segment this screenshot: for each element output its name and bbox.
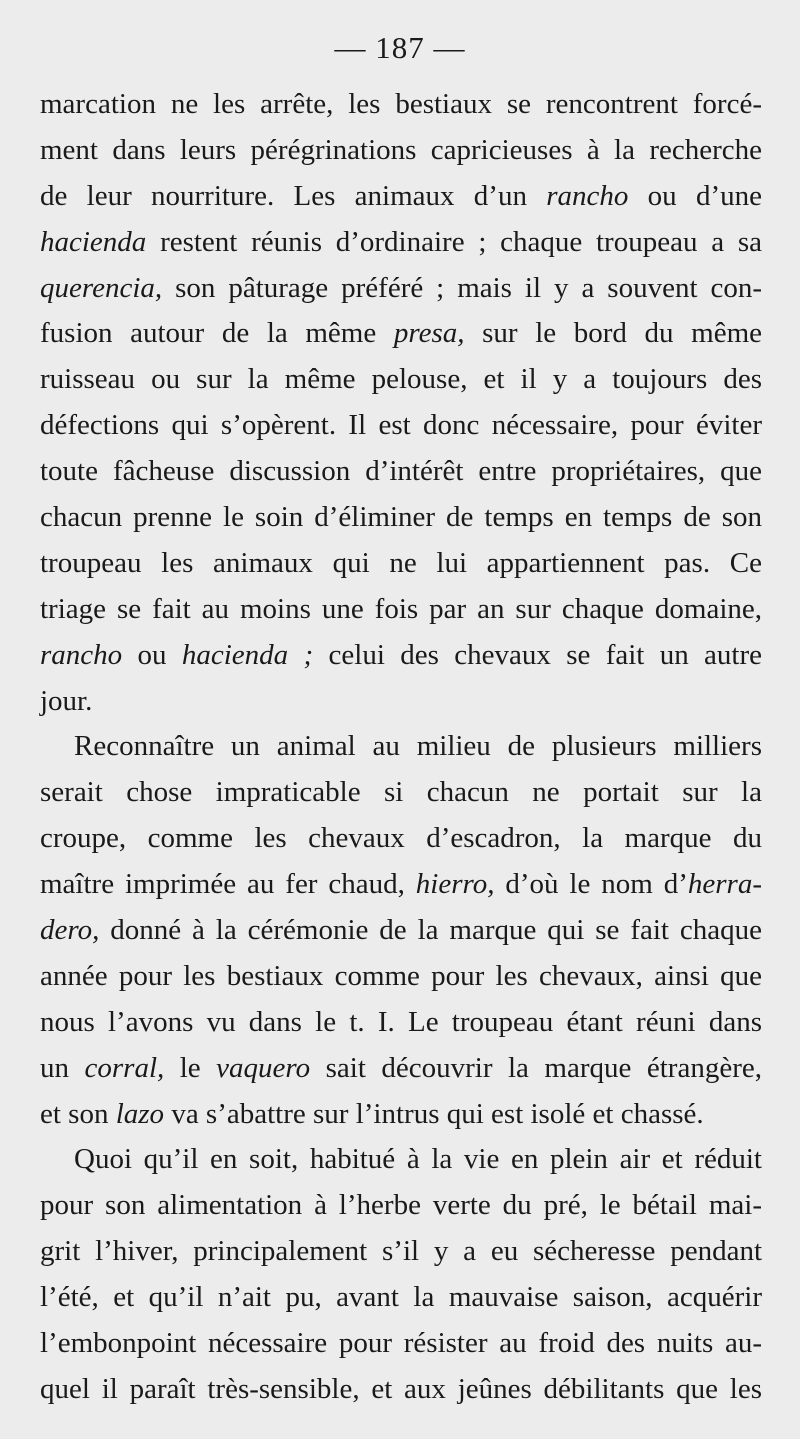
page-number: — 187 — — [334, 30, 466, 65]
italic-term: dero, — [40, 914, 100, 947]
italic-term: corral, — [84, 1051, 165, 1084]
text-line — [40, 1321, 762, 1367]
text-line — [40, 679, 762, 725]
text-segment: année pour les bestiaux comme pour les chevaux, ainsi que — [40, 959, 762, 992]
text-segment: triage se fait au moins une fois par an sur chaque domaine, — [40, 592, 762, 625]
body-text — [40, 82, 762, 1413]
text-line — [40, 724, 762, 770]
italic-term: hacienda ; — [181, 638, 314, 671]
text-segment: son pâturage préféré ; mais il y a souvent con- — [162, 271, 762, 304]
text-segment: va s’abattre sur l’intrus qui est isolé et chassé. — [164, 1097, 704, 1130]
text-line — [40, 1046, 762, 1092]
text-line — [40, 220, 762, 266]
text-line — [40, 1183, 762, 1229]
text-line — [40, 1275, 762, 1321]
text-line — [40, 1000, 762, 1046]
text-segment: l’embonpoint nécessaire pour résister au froid des nuits au- — [40, 1327, 762, 1360]
text-segment: Reconnaître un animal au milieu de plusieurs milliers — [74, 730, 762, 763]
italic-term: hierro, — [415, 868, 495, 901]
italic-term: querencia, — [40, 271, 163, 304]
text-segment: ou d’une — [628, 179, 762, 212]
text-line — [40, 1367, 762, 1413]
text-line — [40, 954, 762, 1000]
text-line — [40, 587, 762, 633]
text-line — [40, 495, 762, 541]
text-line — [40, 128, 762, 174]
text-segment: d’où le nom d’ — [494, 868, 688, 901]
text-line — [40, 449, 762, 495]
text-segment: pour son alimentation à l’herbe verte du pré, le bétail mai- — [40, 1189, 762, 1222]
text-segment: ruisseau ou sur la même pelouse, et il y a toujours des — [40, 363, 762, 396]
text-line — [40, 633, 762, 679]
text-segment: sur le bord du même — [464, 317, 763, 350]
text-segment: restent réunis d’ordinaire ; chaque troupeau a sa — [146, 225, 762, 258]
text-line — [40, 403, 762, 449]
text-line — [40, 311, 762, 357]
text-line — [40, 357, 762, 403]
text-segment: jour. — [40, 684, 93, 717]
text-segment: de leur nourriture. Les animaux d’un — [40, 179, 547, 212]
text-line — [40, 908, 762, 954]
text-line — [40, 816, 762, 862]
text-segment: grit l’hiver, principalement s’il y a eu sécheresse pendant — [40, 1235, 762, 1268]
text-segment: défections qui s’opèrent. Il est donc nécessaire, pour éviter — [40, 409, 762, 442]
text-segment: le — [164, 1051, 217, 1084]
text-segment: croupe, comme les chevaux d’escadron, la marque du — [40, 822, 762, 855]
italic-term: vaquero — [216, 1051, 311, 1084]
text-line — [40, 1092, 762, 1138]
text-segment: celui des chevaux se fait un autre — [313, 638, 763, 671]
text-segment: maître imprimée au fer chaud, — [40, 868, 416, 901]
text-segment: chacun prenne le soin d’éliminer de temps en temps de son — [40, 501, 762, 534]
text-segment: fusion autour de la même — [40, 317, 394, 350]
italic-term: presa, — [393, 317, 465, 350]
text-line — [40, 82, 762, 128]
text-segment: un — [40, 1051, 85, 1084]
text-line — [40, 541, 762, 587]
italic-term: hacienda — [40, 225, 147, 258]
text-line — [40, 1229, 762, 1275]
text-segment: toute fâcheuse discussion d’intérêt entre propriétaires, que — [40, 455, 762, 488]
text-segment: sait découvrir la marque étrangère, — [310, 1051, 762, 1084]
text-line — [40, 770, 762, 816]
text-segment: Quoi qu’il en soit, habitué à la vie en plein air et réduit — [74, 1143, 762, 1176]
text-segment: serait chose impraticable si chacun ne portait sur la — [40, 776, 762, 809]
text-line — [40, 1137, 762, 1183]
text-segment: troupeau les animaux qui ne lui appartiennent pas. Ce — [40, 546, 762, 579]
text-segment: ou — [122, 638, 182, 671]
italic-term: rancho — [546, 179, 629, 212]
italic-term: lazo — [115, 1097, 165, 1130]
text-line — [40, 174, 762, 220]
text-segment: nous l’avons vu dans le t. I. Le troupeau étant réuni dans — [40, 1005, 762, 1038]
italic-term: rancho — [40, 638, 123, 671]
text-segment: ment dans leurs pérégrinations capricieuses à la recherche — [40, 133, 762, 166]
text-line — [40, 862, 762, 908]
text-segment: donné à la cérémonie de la marque qui se fait chaque — [99, 914, 762, 947]
italic-term: herra- — [687, 868, 762, 901]
text-segment: quel il paraît très-sensible, et aux jeûnes débilitants que les — [40, 1372, 762, 1405]
text-segment: et son — [40, 1097, 116, 1130]
text-segment: l’été, et qu’il n’ait pu, avant la mauvaise saison, acquérir — [40, 1281, 762, 1314]
text-segment: marcation ne les arrête, les bestiaux se rencontrent forcé- — [40, 88, 762, 120]
text-line — [40, 266, 762, 312]
